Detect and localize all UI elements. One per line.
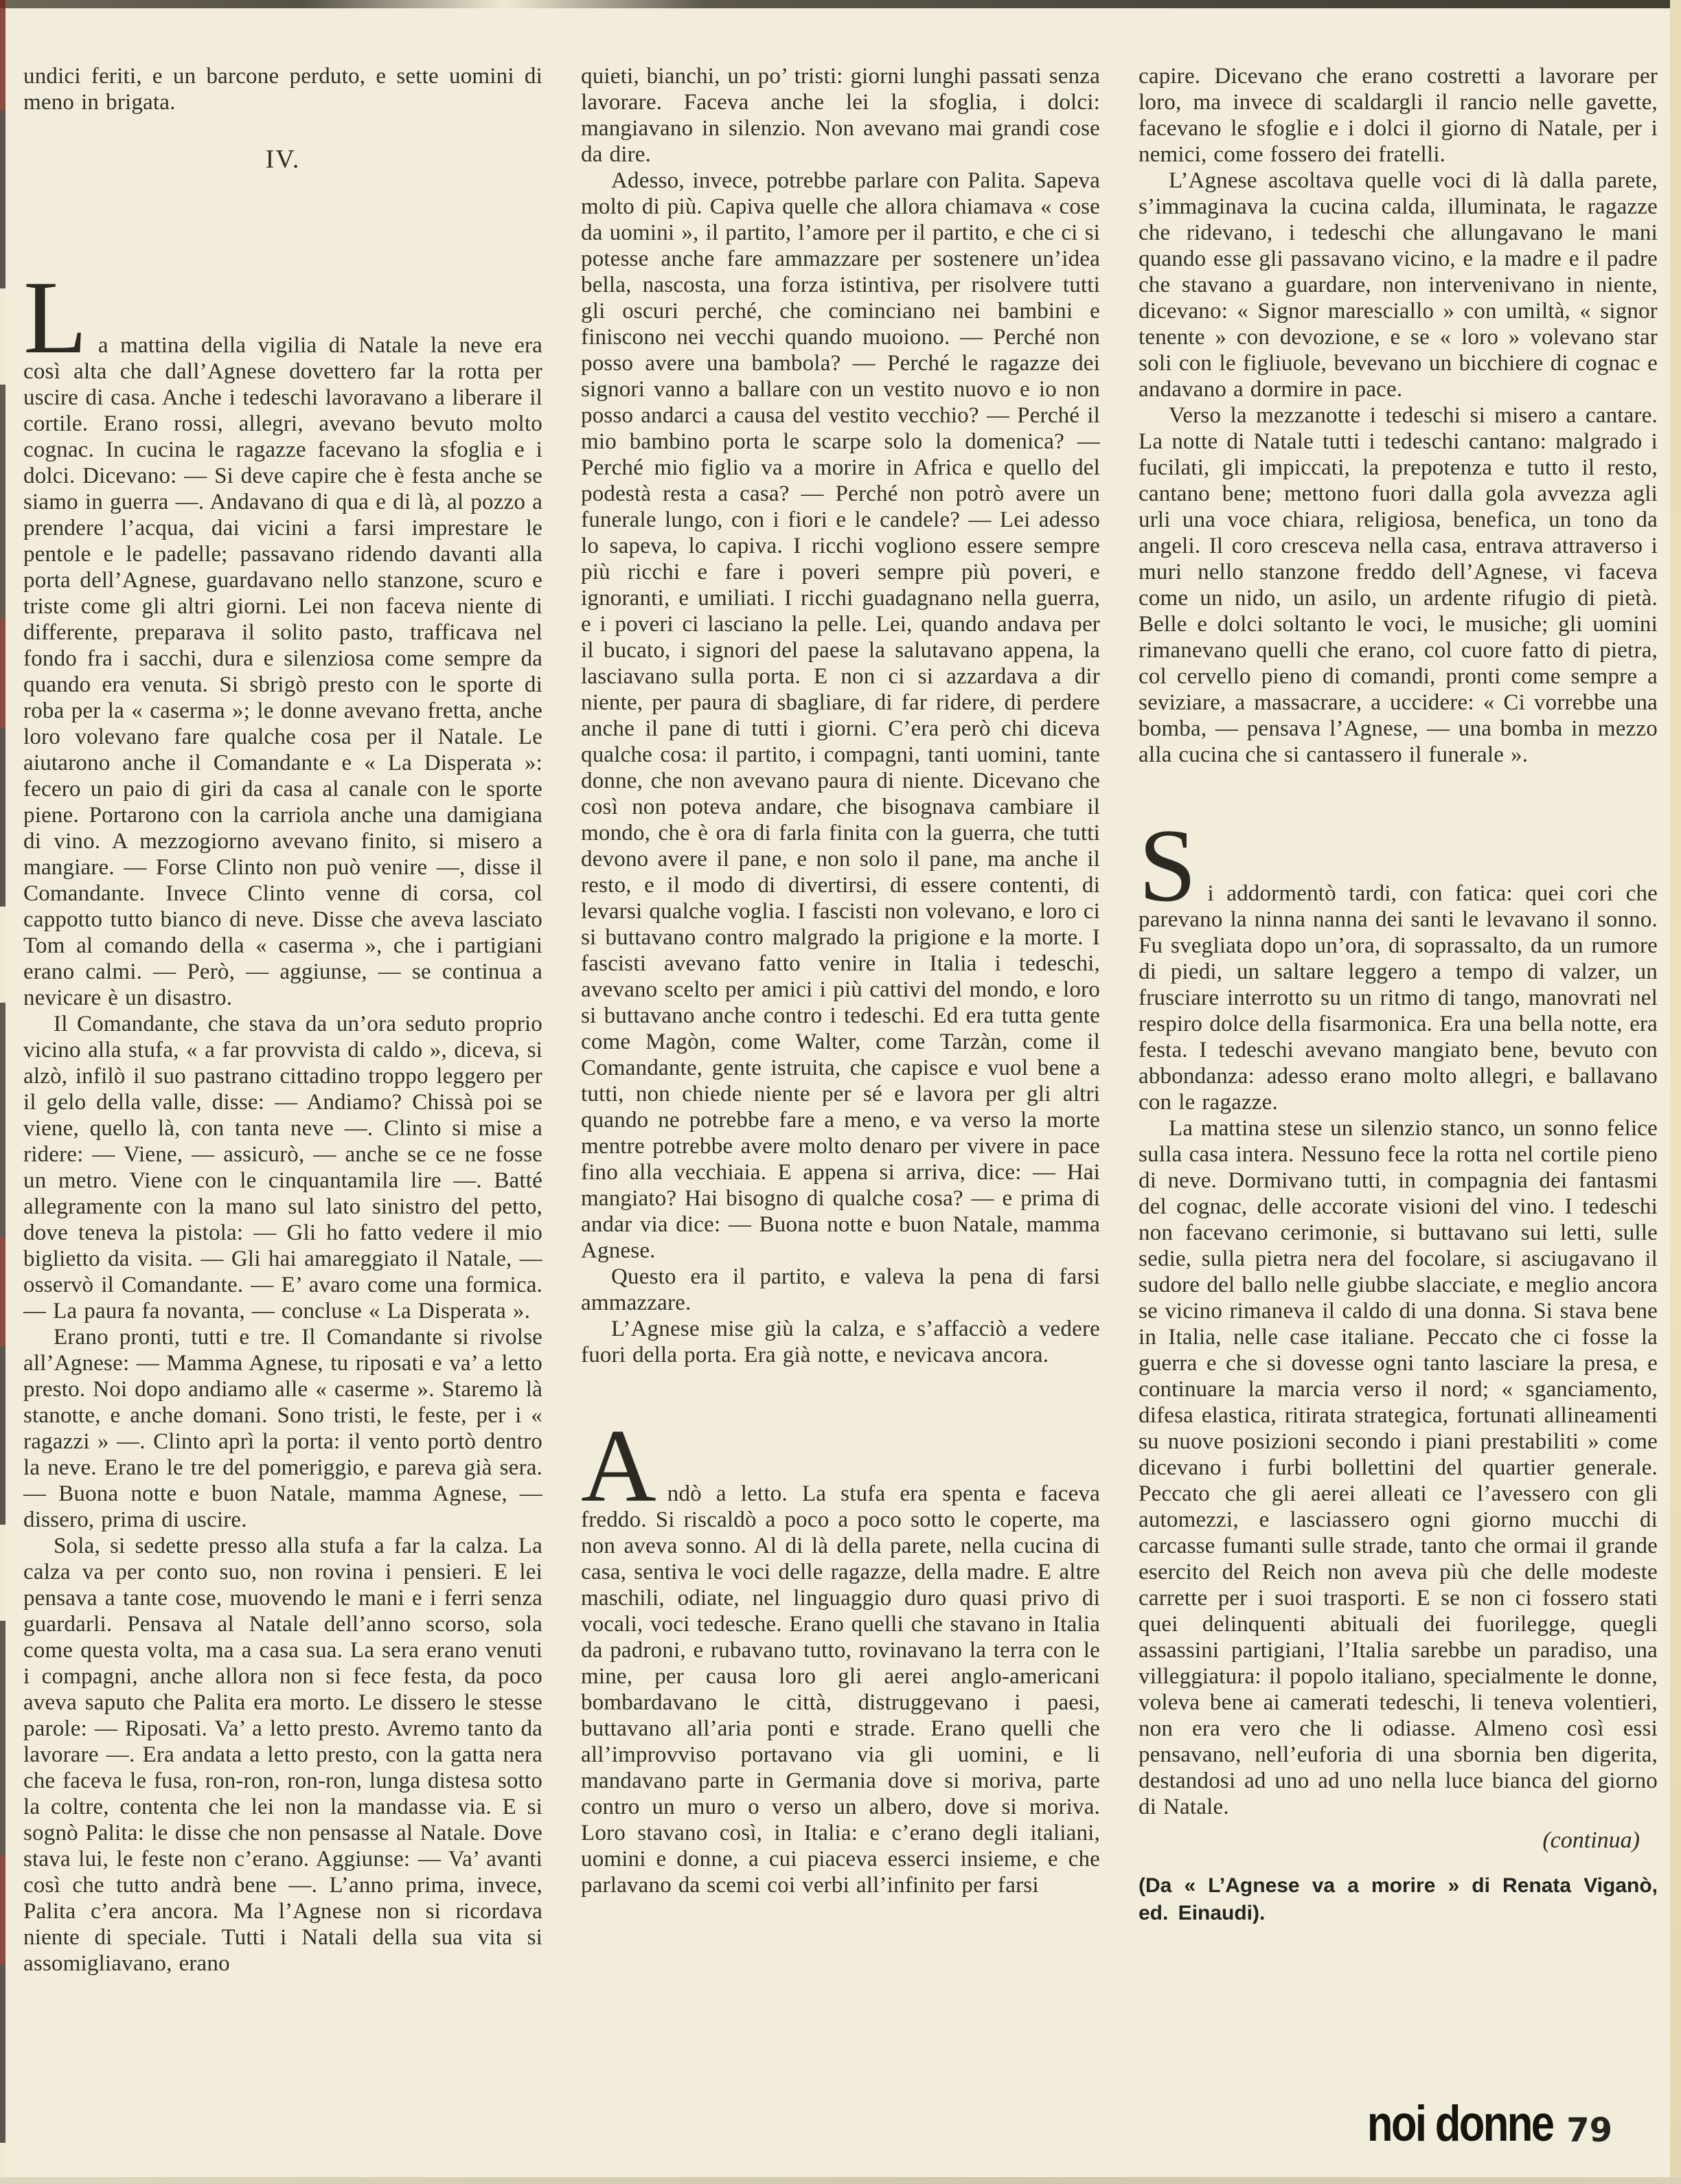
paragraph: Erano pronti, tutti e tre. Il Comandante si rivolse all’Agnese: — Mamma Agnese, tu riposati e va’ a letto presto. Noi dopo andiamo alle « caserme ». Staremo là stanotte, e anche domani. Sono tristi, le feste, per i « ragazzi » —. Clinto aprì la porta: il vento portò dentro la neve. Erano le tre del pomeriggio, e pareva già sera. — Buona notte e buon Natale, mamma Agnese, — dissero, prima di uscire.	[23, 1325, 542, 1532]
paragraph: L’Agnese ascoltava quelle voci di là dalla parete, s’immaginava la cucina calda, illuminata, le ragazze che ridevano, i tedeschi che allungavano le mani quando esse gli passavano vicino, e la madre e il padre che stavano a guardare, non intervenivano in niente, dicevano: « Signor maresciallo » con umiltà, « signor tenente » con devozione, e se « loro » volevano star soli con le figliuole, bevevano un bicchiere di cognac e andavano a dormire in pace.	[1139, 168, 1658, 402]
source-attribution: (Da « L’Agnese va a morire » di Renata Viganò, ed. Einaudi).	[1139, 1874, 1658, 1924]
drop-cap: A	[581, 1408, 656, 1523]
scan-edge-right	[1670, 0, 1681, 2184]
paragraph: capire. Dicevano che erano costretti a lavorare per loro, ma invece di scaldargli il rancio nelle gavette, facevano le sfoglie e i dolci il giorno di Natale, per i nemici, come fossero dei fratelli.	[1139, 64, 1658, 167]
paragraph: Si addormentò tardi, con fatica: quei cori che parevano la ninna nanna dei santi le levavano il sonno. Fu svegliata dopo un’ora, di soprassalto, da un rumore di piedi, un saltare leggero a tempo di valzer, un frusciare interrotto su un ritmo di tango, manovrati nel respiro dolce della fisarmonica. Era una bella notte, era festa. I tedeschi avevano mangiato bene, bevuto con abbondanza: adesso erano molto allegri, e ballavano con le ragazze.	[1139, 808, 1658, 1115]
column-1	[23, 63, 542, 1977]
paragraph: Andò a letto. La stufa era spenta e faceva freddo. Si riscaldò a poco a poco sotto le coperte, ma non aveva sonno. Al di là della parete, nella cucina di casa, sentiva le voci delle ragazze, della madre. E altre maschili, odiate, nel linguaggio duro quasi privo di vocali, voci tedesche. Erano quelli che stavano in Italia da padroni, e rubavano tutto, rovinavano la terra con le mine, per causa loro gli aerei anglo-americani bombardavano le città, distruggevano i paesi, buttavano all’aria ponti e strade. Erano quelli che all’improvviso portavano via gli uomini, e li mandavano parte in Germania dove si moriva, parte contro un muro o verso un albero, dove si moriva. Loro stavano così, in Italia: e c’erano degli italiani, uomini e donne, a cui piaceva esserci insieme, e che parlavano da scemi coi verbi all’infinito per farsi	[581, 1408, 1100, 1898]
paragraph: quieti, bianchi, un po’ tristi: giorni lunghi passati senza lavorare. Faceva anche lei la sfoglia, i dolci: mangiavano in silenzio. Non avevano mai grandi cose da dire.	[581, 64, 1100, 167]
paragraph: Sola, si sedette presso alla stufa a far la calza. La calza va per conto suo, non rovina i pensieri. E lei pensava a tante cose, muovendo le mani e i ferri senza guardarli. Pensava al Natale dell’anno scorso, sola come questa volta, ma a casa sua. La sera erano venuti i compagni, anche allora non si fece festa, da poco aveva saputo che Palita era morto. Le dissero le stesse parole: — Riposati. Va’ a letto presto. Avremo tanto da lavorare —. Era andata a letto presto, con la gatta nera che faceva le fusa, ron-ron, ron-ron, lunga distesa sotto la coltre, contenta che lei non la mandasse via. E si sognò Palita: le disse che non pensasse al Natale. Dove stava lui, le feste non c’erano. Aggiunse: — Va’ avanti così che tutto andrà bene —. L’anno prima, invece, Palita c’era ancora. Ma l’Agnese non si ricordava niente di speciale. Tutti i Natali della sua vita si assomigliavano, erano	[23, 1534, 542, 1976]
paragraph: La mattina stese un silenzio stanco, un sonno felice sulla casa intera. Nessuno fece la rotta nel cortile pieno di neve. Dormivano tutti, in compagnia dei fantasmi del cognac, delle accorate visioni del vino. I tedeschi non facevano cerimonie, si buttavano sui letti, sulle sedie, sulla pietra nera del focolare, si asciugavano il sudore del ballo nelle giubbe slacciate, e meglio ancora se vicino rimaneva il caldo di una donna. Si stava bene in Italia, nelle case italiane. Peccato che ci fosse la guerra e che si dovesse ogni tanto lasciare la presa, e continuare la marcia verso il nord; « sganciamento, difesa elastica, ritirata strategica, fortunati allineamenti su nuove posizioni secondo i piani prestabiliti » come dicevano i furbi bollettini del quartier generale. Peccato che gli aerei alleati ce l’avessero con gli automezzi, e lasciassero ogni giorno mucchi di carcasse fumanti sulle strade, tanto che ormai il grande esercito del Reich non aveva più che delle modeste carrette per i suoi trasporti. E se non ci fossero stati quei delinquenti abituali dei fuorilegge, quegli assassini partigiani, l’Italia sarebbe un paradiso, una villeggiatura: il popolo italiano, specialmente le donne, voleva bene ai camerati tedeschi, li teneva volentieri, non era vero che li odiasse. Almeno così essi pensavano, nell’euforia di una sbornia ben digerita, destandosi ad uno ad uno nella luce bianca del giorno di Natale.	[1139, 1116, 1658, 1819]
drop-cap: L	[23, 260, 87, 375]
paragraph: La mattina della vigilia di Natale la neve era così alta che dall’Agnese dovettero far la rotta per uscire di casa. Anche i tedeschi lavoravano a liberare il cortile. Erano rossi, allegri, avevano bevuto molto cognac. In cucina le ragazze facevano la sfoglia e i dolci. Dicevano: — Si deve capire che è festa anche se siamo in guerra —. Andavano di qua e di là, al pozzo a prendere l’acqua, dai vicini a farsi imprestare le pentole e le padelle; passavano ridendo davanti alla porta dell’Agnese, guardavano nello stanzone, scuro e triste come gli altri giorni. Lei non faceva niente di differente, preparava il solito pasto, trafficava nel fondo fra i sacchi, dura e silenziosa come sempre da quando era venuta. Si sbrigò presto con le sporte di roba per la « caserma »; le donne avevano fretta, anche loro volevano fare qualche cosa per il Natale. Le aiutarono anche il Comandante e « La Disperata »: fecero un paio di giri da casa al canale con le sporte piene. Portarono con la carriola anche una damigiana di vino. A mezzogiorno avevano finito, si misero a mangiare. — Forse Clinto non può venire —, disse il Comandante. Invece Clinto venne di corsa, col cappotto tutto bianco di neve. Disse che aveva lasciato Tom al comando della « caserma », che i partigiani erano calmi. — Però, — aggiunse, — se continua a nevicare è un disastro.	[23, 260, 542, 1010]
paragraph: Questo era il partito, e valeva la pena di farsi ammazzare.	[581, 1264, 1100, 1315]
drop-cap: S	[1139, 808, 1197, 923]
text-columns	[23, 63, 1658, 1977]
magazine-logo: noi donne	[1366, 2095, 1553, 2152]
paragraph: Verso la mezzanotte i tedeschi si misero a cantare. La notte di Natale tutti i tedeschi cantano: malgrado i fucilati, gli impiccati, la prepotenza e tutto il resto, cantano bene; mettono fuori dalla gola avvezza agli urli una voce chiara, religiosa, benefica, un tono da angeli. Il coro cresceva nella casa, entrava attraverso i muri nello stanzone freddo dell’Agnese, vi faceva come un nido, un asilo, un ardente rifugio di pietà. Belle e dolci soltanto le voci, le musiche; gli uomini rimanevano quelli che erano, col cuore fatto di pietra, col cervello pieno di comandi, pronti come sempre a seviziare, a massacrare, a uccidere: « Ci vorrebbe una bomba, — pensava l’Agnese, — una bomba in mezzo alla cucina che si cantassero il funerale ».	[1139, 403, 1658, 767]
paragraph: undici feriti, e un barcone perduto, e sette uomini di meno in brigata.	[23, 64, 542, 115]
column-3	[1139, 63, 1658, 1977]
paragraph: Adesso, invece, potrebbe parlare con Palita. Sapeva molto di più. Capiva quelle che allora chiamava « cose da uomini », il partito, l’amore per il partito, e che ci si potesse anche fare ammazzare per sostenere un’idea bella, nascosta, una forza istintiva, per risolvere tutti gli oscuri perché, che cominciano nei bambini e finiscono nei vecchi quando muoiono. — Perché non posso avere una bambola? — Perché le ragazze dei signori vanno a ballare con un vestito nuovo e io non posso andarci a causa del vestito vecchio? — Perché il mio bambino porta le scarpe solo la domenica? — Perché mio figlio va a morire in Africa e quello del podestà resta a casa? — Perché non potrò avere un funerale lungo, con i fiori e le candele? — Lei adesso lo sapeva, lo capiva. I ricchi vogliono essere sempre più ricchi e fare i poveri sempre più poveri, e ignoranti, e umiliati. I ricchi guadagnano nella guerra, e i poveri ci lasciano la pelle. Lei, quando andava per il bucato, i signori del paese la salutavano appena, la lasciavano sulla porta. E non ci si azzardava a dir niente, per paura di sbagliare, di far ridere, di perdere anche il pane di tutti i giorni. C’era però chi diceva qualche cosa: il partito, i compagni, tanti uomini, tante donne, che non avevano paura di niente. Dicevano che così non poteva andare, che bisognava cambiare il mondo, che è ora di farla finita con la guerra, che tutti devono avere il pane, e non solo il pane, ma anche il resto, e il modo di divertirsi, di essere contenti, di levarsi qualche voglia. I fascisti non volevano, e loro ci si buttavano contro malgrado la prigione e la morte. I fascisti avevano fatto venire in Italia i tedeschi, avevano scelto per amici i più cattivi del mondo, e loro si buttavano anche contro i tedeschi. Ed era tutta gente come Magòn, come Walter, come Tarzàn, come il Comandante, gente istruita, che capisce e vuol bene a tutti, non chiede niente per sé e lavora per gli altri quando ne potrebbe fare a meno, e va verso la morte mentre potrebbe avere molto denaro per vivere in pace fino alla vecchiaia. E appena si arriva, dice: — Hai mangiato? Hai bisogno di qualche cosa? — e prima di andar via dice: — Buona notte e buon Natale, mamma Agnese.	[581, 168, 1100, 1263]
scan-edge-top	[0, 0, 1681, 8]
column-2	[581, 63, 1100, 1977]
page-footer	[1342, 2097, 1612, 2152]
paragraph: Il Comandante, che stava da un’ora seduto proprio vicino alla stufa, « a far provvista di caldo », diceva, si alzò, infilò il suo pastrano cittadino troppo leggero per il gelo della valle, disse: — Andiamo? Chissà poi se viene, quello là, con tanta neve —. Clinto si mise a ridere: — Viene, — assicurò, — anche se ce ne fosse un metro. Viene con le cinquantamila lire —. Batté allegramente con la mano sul lato sinistro del petto, dove teneva la pistola: — Gli ho fatto vedere il mio biglietto da visita. — Gli hai amareggiato il Natale, — osservò il Comandante. — E’ avaro come una formica. — La paura fa novanta, — concluse « La Disperata ».	[23, 1012, 542, 1323]
scan-edge-bottom	[0, 2177, 1681, 2184]
chapter-heading: IV.	[265, 145, 301, 174]
continua-note: (continua)	[1542, 1828, 1640, 1853]
page-number: 79	[1566, 2111, 1612, 2150]
paragraph: L’Agnese mise giù la calza, e s’affacciò a vedere fuori della porta. Era già notte, e nevicava ancora.	[581, 1317, 1100, 1367]
scan-edge-left	[0, 0, 5, 2184]
